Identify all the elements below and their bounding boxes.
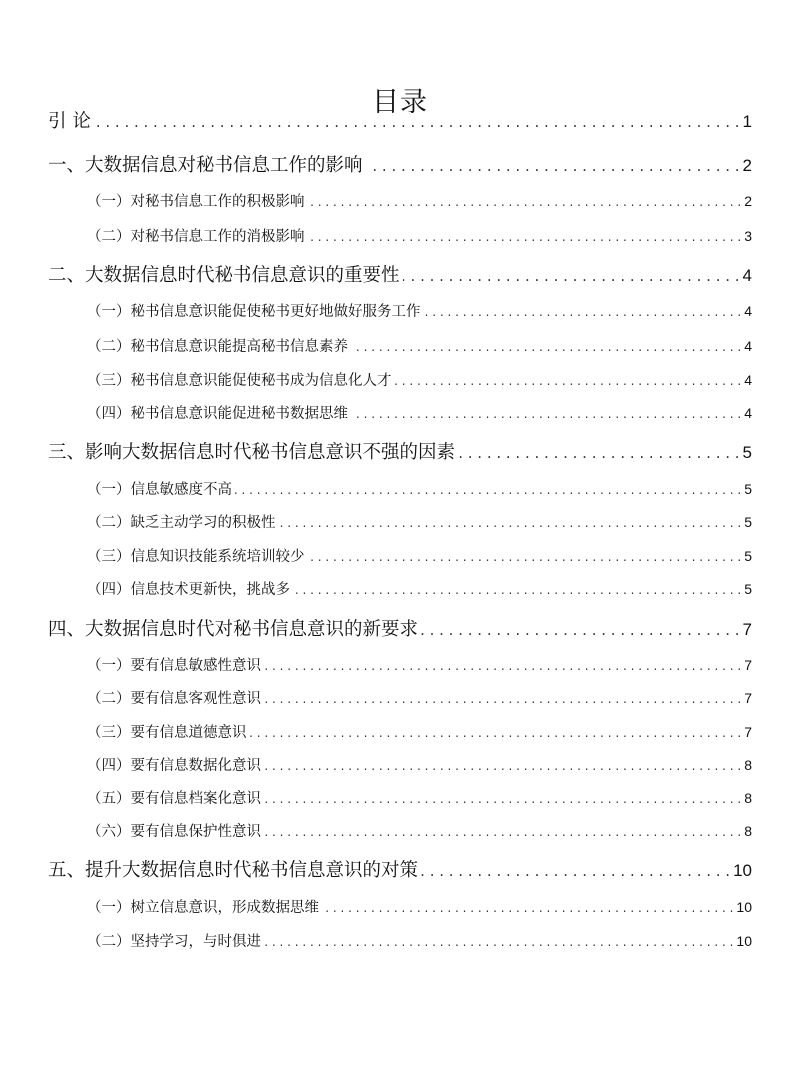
dot-leader xyxy=(351,339,741,355)
toc-entry-label: 一、大数据信息对秘书信息工作的影响 xyxy=(48,155,363,176)
toc-page-number: 8 xyxy=(744,823,752,839)
toc-section-entry[interactable] xyxy=(87,654,752,675)
toc-page-number: 4 xyxy=(744,405,752,421)
toc-section-entry[interactable] xyxy=(87,300,752,321)
toc-entry-label: 五、提升大数据信息时代秘书信息意识的对策 xyxy=(48,860,419,881)
toc-page-number: 5 xyxy=(744,581,752,597)
dot-leader xyxy=(308,549,742,565)
toc-entry-label: （二）对秘书信息工作的消极影响 xyxy=(87,229,305,245)
dot-leader xyxy=(264,691,741,707)
toc-entry-label: （三）信息知识技能系统培训较少 xyxy=(87,549,305,565)
toc-page-number: 7 xyxy=(744,690,752,706)
toc-page-number: 10 xyxy=(736,899,752,915)
dot-leader xyxy=(279,515,742,531)
toc-entry-label: （四）要有信息数据化意识 xyxy=(87,758,261,774)
dot-leader xyxy=(421,619,740,640)
dot-leader xyxy=(264,791,741,807)
dot-leader xyxy=(293,582,741,598)
dot-leader xyxy=(308,194,742,210)
toc-page-number: 4 xyxy=(744,372,752,388)
toc-page-number: 2 xyxy=(744,193,752,209)
dot-leader xyxy=(264,658,741,674)
dot-leader xyxy=(250,725,742,741)
dot-leader xyxy=(403,265,740,286)
toc-section-entry[interactable] xyxy=(87,335,752,356)
dot-leader xyxy=(264,758,741,774)
toc-section-entry[interactable] xyxy=(87,225,752,246)
toc-entry-label: （四）秘书信息意识能促进秘书数据思维 xyxy=(87,406,348,422)
toc-page-number: 4 xyxy=(744,338,752,354)
toc-page-number: 10 xyxy=(736,933,752,949)
toc-entry-label: （一）信息敏感度不高 xyxy=(87,482,232,498)
dot-leader xyxy=(366,155,740,176)
dot-leader xyxy=(395,373,742,389)
toc-chapter-entry[interactable] xyxy=(48,107,752,133)
toc-section-entry[interactable] xyxy=(87,578,752,599)
toc-entry-label: （一）对秘书信息工作的积极影响 xyxy=(87,194,305,210)
toc-section-entry[interactable] xyxy=(87,687,752,708)
toc-section-entry[interactable] xyxy=(87,896,752,917)
toc-page-number: 5 xyxy=(744,548,752,564)
toc-page-number: 4 xyxy=(744,303,752,319)
toc-section-entry[interactable] xyxy=(87,190,752,211)
toc-entry-label: （五）要有信息档案化意识 xyxy=(87,791,261,807)
toc-section-entry[interactable] xyxy=(87,369,752,390)
toc-section-entry[interactable] xyxy=(87,545,752,566)
toc-page-number: 5 xyxy=(744,514,752,530)
dot-leader xyxy=(308,229,742,245)
toc-entry-label: 二、大数据信息时代秘书信息意识的重要性 xyxy=(48,265,400,286)
toc-section-entry[interactable] xyxy=(87,721,752,742)
dot-leader xyxy=(322,900,733,916)
toc-section-entry[interactable] xyxy=(87,820,752,841)
toc-entry-label: （二）坚持学习，与时俱进 xyxy=(87,934,261,950)
toc-section-entry[interactable] xyxy=(87,930,752,951)
toc-entry-label: （二）要有信息客观性意识 xyxy=(87,691,261,707)
toc-page-number: 2 xyxy=(742,156,752,175)
dot-leader xyxy=(458,442,740,463)
toc-page-number: 5 xyxy=(744,481,752,497)
toc-entry-label: （二）秘书信息意识能提高秘书信息素养 xyxy=(87,339,348,355)
toc-chapter-entry[interactable] xyxy=(48,615,752,641)
toc-entry-label: （一）树立信息意识，形成数据思维 xyxy=(87,900,319,916)
dot-leader xyxy=(94,111,740,132)
toc-entry-label: （一）秘书信息意识能促使秘书更好地做好服务工作 xyxy=(87,304,421,320)
toc-entry-label: （三）要有信息道德意识 xyxy=(87,725,247,741)
toc-section-entry[interactable] xyxy=(87,511,752,532)
toc-entry-label: （一）要有信息敏感性意识 xyxy=(87,658,261,674)
toc-chapter-entry[interactable] xyxy=(48,438,752,464)
dot-leader xyxy=(421,860,730,881)
toc-entry-label: 三、影响大数据信息时代秘书信息意识不强的因素 xyxy=(48,442,456,463)
toc-entry-label: （二）缺乏主动学习的积极性 xyxy=(87,515,276,531)
toc-page-number: 3 xyxy=(744,228,752,244)
dot-leader xyxy=(424,304,742,320)
toc-page-number: 8 xyxy=(744,757,752,773)
toc-entry-label: 四、大数据信息时代对秘书信息意识的新要求 xyxy=(48,619,419,640)
toc-entry-label: （四）信息技术更新快，挑战多 xyxy=(87,582,290,598)
toc-section-entry[interactable] xyxy=(87,402,752,423)
toc-page-number: 7 xyxy=(744,657,752,673)
toc-page-number: 8 xyxy=(744,790,752,806)
toc-entry-label: （三）秘书信息意识能促使秘书成为信息化人才 xyxy=(87,373,392,389)
toc-page-number: 7 xyxy=(744,724,752,740)
toc-section-entry[interactable] xyxy=(87,478,752,499)
toc-entry-label: （六）要有信息保护性意识 xyxy=(87,824,261,840)
toc-page-number: 1 xyxy=(742,112,752,131)
toc-chapter-entry[interactable] xyxy=(48,856,752,882)
toc-page-number: 7 xyxy=(742,620,752,639)
dot-leader xyxy=(235,482,741,498)
toc-page-number: 10 xyxy=(733,861,752,880)
toc-chapter-entry[interactable] xyxy=(48,151,752,177)
toc-title: 目录 xyxy=(372,87,428,118)
toc-chapter-entry[interactable] xyxy=(48,261,752,287)
toc-entry-label: 引 论 xyxy=(48,111,91,132)
toc-section-entry[interactable] xyxy=(87,787,752,808)
dot-leader xyxy=(351,406,741,422)
dot-leader xyxy=(264,824,741,840)
toc-section-entry[interactable] xyxy=(87,754,752,775)
toc-page-number: 4 xyxy=(742,266,752,285)
dot-leader xyxy=(264,934,733,950)
toc-page-number: 5 xyxy=(742,443,752,462)
